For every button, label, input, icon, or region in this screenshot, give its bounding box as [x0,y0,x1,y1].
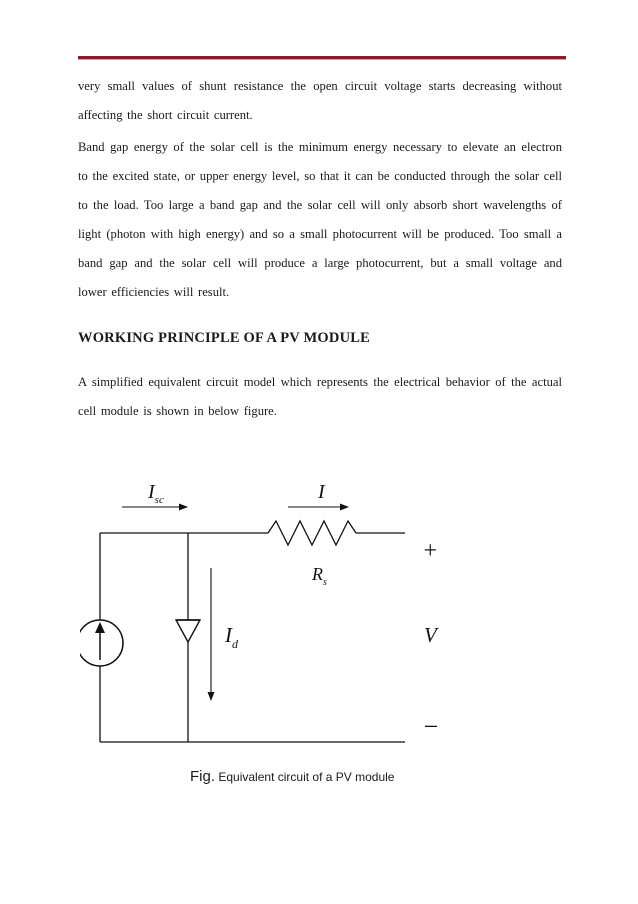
paragraph-band-gap: Band gap energy of the solar cell is the minimum energy necessary to elevate an electron to the excited state, or upper energy level, so that it can be conducted through the solar cell to the load. Too large a band gap and the solar cell will only absorb short wavelengths of light (photon with high energy) and so a small photocurrent will be produced. Too small a band gap and the solar cell will produce a large photocurrent, but a small voltage and lower efficiencies will result. [78,140,562,299]
label-i: I [318,481,325,503]
label-isc: $I_{sc}$ [148,481,164,506]
isc-arrow [179,504,188,511]
paragraph-shunt-resistance: very small values of shunt resistance the open circuit voltage starts decreasing without affecting the short circuit current. [78,79,562,122]
label-minus: − [422,712,440,741]
label-rs: $R_s$ [312,564,327,588]
diode-icon [176,620,200,642]
i-arrow [340,504,349,511]
header-rule-shadow [78,59,566,60]
equivalent-circuit-diagram [80,470,460,760]
label-id: $I_d$ [225,623,238,651]
resistor [268,521,356,545]
figure-caption-text: Equivalent circuit of a PV module [218,770,395,784]
section-heading: WORKING PRINCIPLE OF A PV MODULE [78,330,370,346]
figure-label: Fig. [190,768,216,785]
paragraph-circuit-intro: A simplified equivalent circuit model which represents the electrical behavior of the actual cell module is shown in below figure. [78,375,562,418]
id-arrow [208,692,215,701]
figure-caption [190,768,394,785]
label-v: V [424,623,437,647]
label-plus: + [422,538,439,564]
